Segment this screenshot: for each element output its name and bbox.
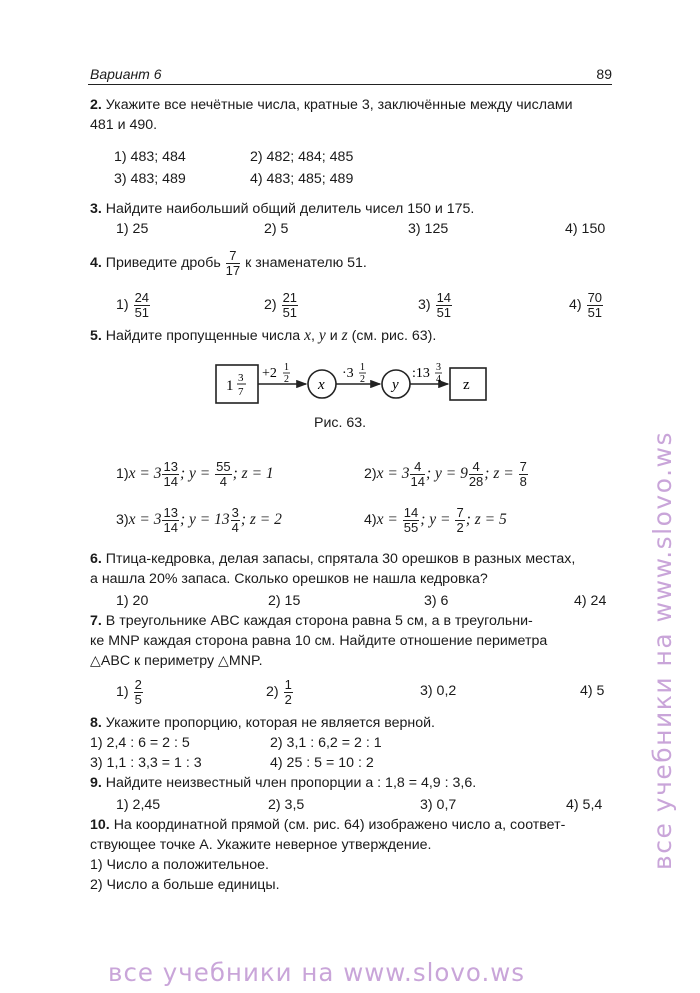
watermark-side: все учебники на www.slovo.ws [648,431,677,870]
q5-answer-3: 3)x = 3 $\frac{13}{14}$ ; y = 13 $\frac{3}{4}$ ; z = 2 [116,504,282,535]
q2-text: 2. Укажите все нечётные числа, кратные 3, заключённые между числами [90,97,573,113]
q3-text: 3. Найдите наибольший общий делитель чисел 150 и 175. [90,201,475,217]
q10-statement-1: 1) Число a положительное. [90,857,269,873]
q4-answer-1: 1) $\frac{24}{51}$ [116,289,150,320]
q10-statement-2: 2) Число a больше единицы. [90,877,280,893]
figure-63-caption: Рис. 63. [314,415,367,431]
op3-num: 3 [436,362,441,373]
q5-answer-1: 1)x = 3 $\frac{13}{14}$ ; y = $\frac{55}{4}$ ; z = 1 [116,458,274,489]
start-whole: 1 [226,378,234,394]
q7-text-3: △ABC к периметру △MNP. [90,653,263,669]
q10-text-2: ствующее точке A. Укажите неверное утверждение. [90,837,432,853]
q8-answer-2: 2) 3,1 : 6,2 = 2 : 1 [270,735,382,751]
q7-answer-2: 2) $\frac{1}{2}$ [266,676,292,707]
q7-answer-3: 3) 0,2 [420,683,457,699]
op2-den: 2 [360,374,365,385]
q7-answer-4: 4) 5 [580,683,605,699]
q4-answer-3: 3) $\frac{14}{51}$ [418,289,452,320]
q6-text-2: а нашла 20% запаса. Сколько орешков не нашла кедровка? [90,571,488,587]
q6-answer-2: 2) 15 [268,593,301,609]
q9-answer-3: 3) 0,7 [420,797,457,813]
q4-text: 4. Приведите дробь $\frac{7}{17}$ к знаменателю 51. [90,247,367,278]
q9-answer-1: 1) 2,45 [116,797,161,813]
q9-answer-4: 4) 5,4 [566,797,603,813]
q2-answer-4: 4) 483; 485; 489 [250,171,354,187]
q3-answer-1: 1) 25 [116,221,149,237]
q8-answer-1: 1) 2,4 : 6 = 2 : 5 [90,735,190,751]
q8-answer-3: 3) 1,1 : 3,3 = 1 : 3 [90,755,202,771]
node-x: x [318,377,325,393]
op3-prefix: :13 [412,366,430,381]
q5-answer-2: 2)x = 3 $\frac{4}{14}$ ; y = 9 $\frac{4}{28}$ ; z = $\frac{7}{8}$ [364,458,527,489]
q2-text-2: 481 и 490. [90,117,158,133]
page-header [88,64,612,85]
q6-answer-4: 4) 24 [574,593,607,609]
q8-answer-4: 4) 25 : 5 = 10 : 2 [270,755,374,771]
figure-63-diagram [210,360,500,410]
op1-prefix: +2 [262,366,277,381]
q10-text: 10. На координатной прямой (см. рис. 64) изображено число a, соответ- [90,817,566,833]
q7-answer-1: 1) $\frac{2}{5}$ [116,676,142,707]
q9-answer-2: 2) 3,5 [268,797,305,813]
q9-text: 9. Найдите неизвестный член пропорции a : 1,8 = 4,9 : 3,6. [90,775,477,791]
op1-num: 1 [284,362,289,373]
op3-den: 4 [436,374,441,385]
q6-text: 6. Птица-кедровка, делая запасы, спрятала 30 орешков в разных местах, [90,551,576,567]
q3-answer-4: 4) 150 [565,221,606,237]
start-den: 7 [238,386,244,398]
page-number: 89 [596,66,612,82]
q4-answer-4: 4) $\frac{70}{51}$ [569,289,603,320]
op2-num: 1 [360,362,365,373]
q2-answer-2: 2) 482; 484; 485 [250,149,354,165]
q4-answer-2: 2) $\frac{21}{51}$ [264,289,298,320]
q5-answer-4: 4)x = $\frac{14}{55}$ ; y = $\frac{7}{2}$ ; z = 5 [364,504,507,535]
q3-answer-2: 2) 5 [264,221,289,237]
q7-text: 7. В треугольнике ABC каждая сторона равна 5 см, а в треугольни- [90,613,533,629]
node-z: z [463,377,470,393]
q2-answer-3: 3) 483; 489 [114,171,186,187]
q7-text-2: ке MNP каждая сторона равна 10 см. Найдите отношение периметра [90,633,548,649]
q3-answer-3: 3) 125 [408,221,449,237]
variant-title: Вариант 6 [90,66,162,82]
node-y: y [392,377,399,393]
q5-text: 5. Найдите пропущенные числа x, y и z (см. рис. 63). [90,327,437,344]
q4-fraction: $\frac{7}{17}$ [225,247,241,278]
q6-answer-1: 1) 20 [116,593,149,609]
q2-answer-1: 1) 483; 484 [114,149,186,165]
op2-prefix: ·3 [342,366,354,381]
q8-text: 8. Укажите пропорцию, которая не является верной. [90,715,435,731]
watermark-bottom: все учебники на www.slovo.ws [108,958,526,987]
q6-answer-3: 3) 6 [424,593,449,609]
start-num: 3 [238,372,244,384]
op1-den: 2 [284,374,289,385]
